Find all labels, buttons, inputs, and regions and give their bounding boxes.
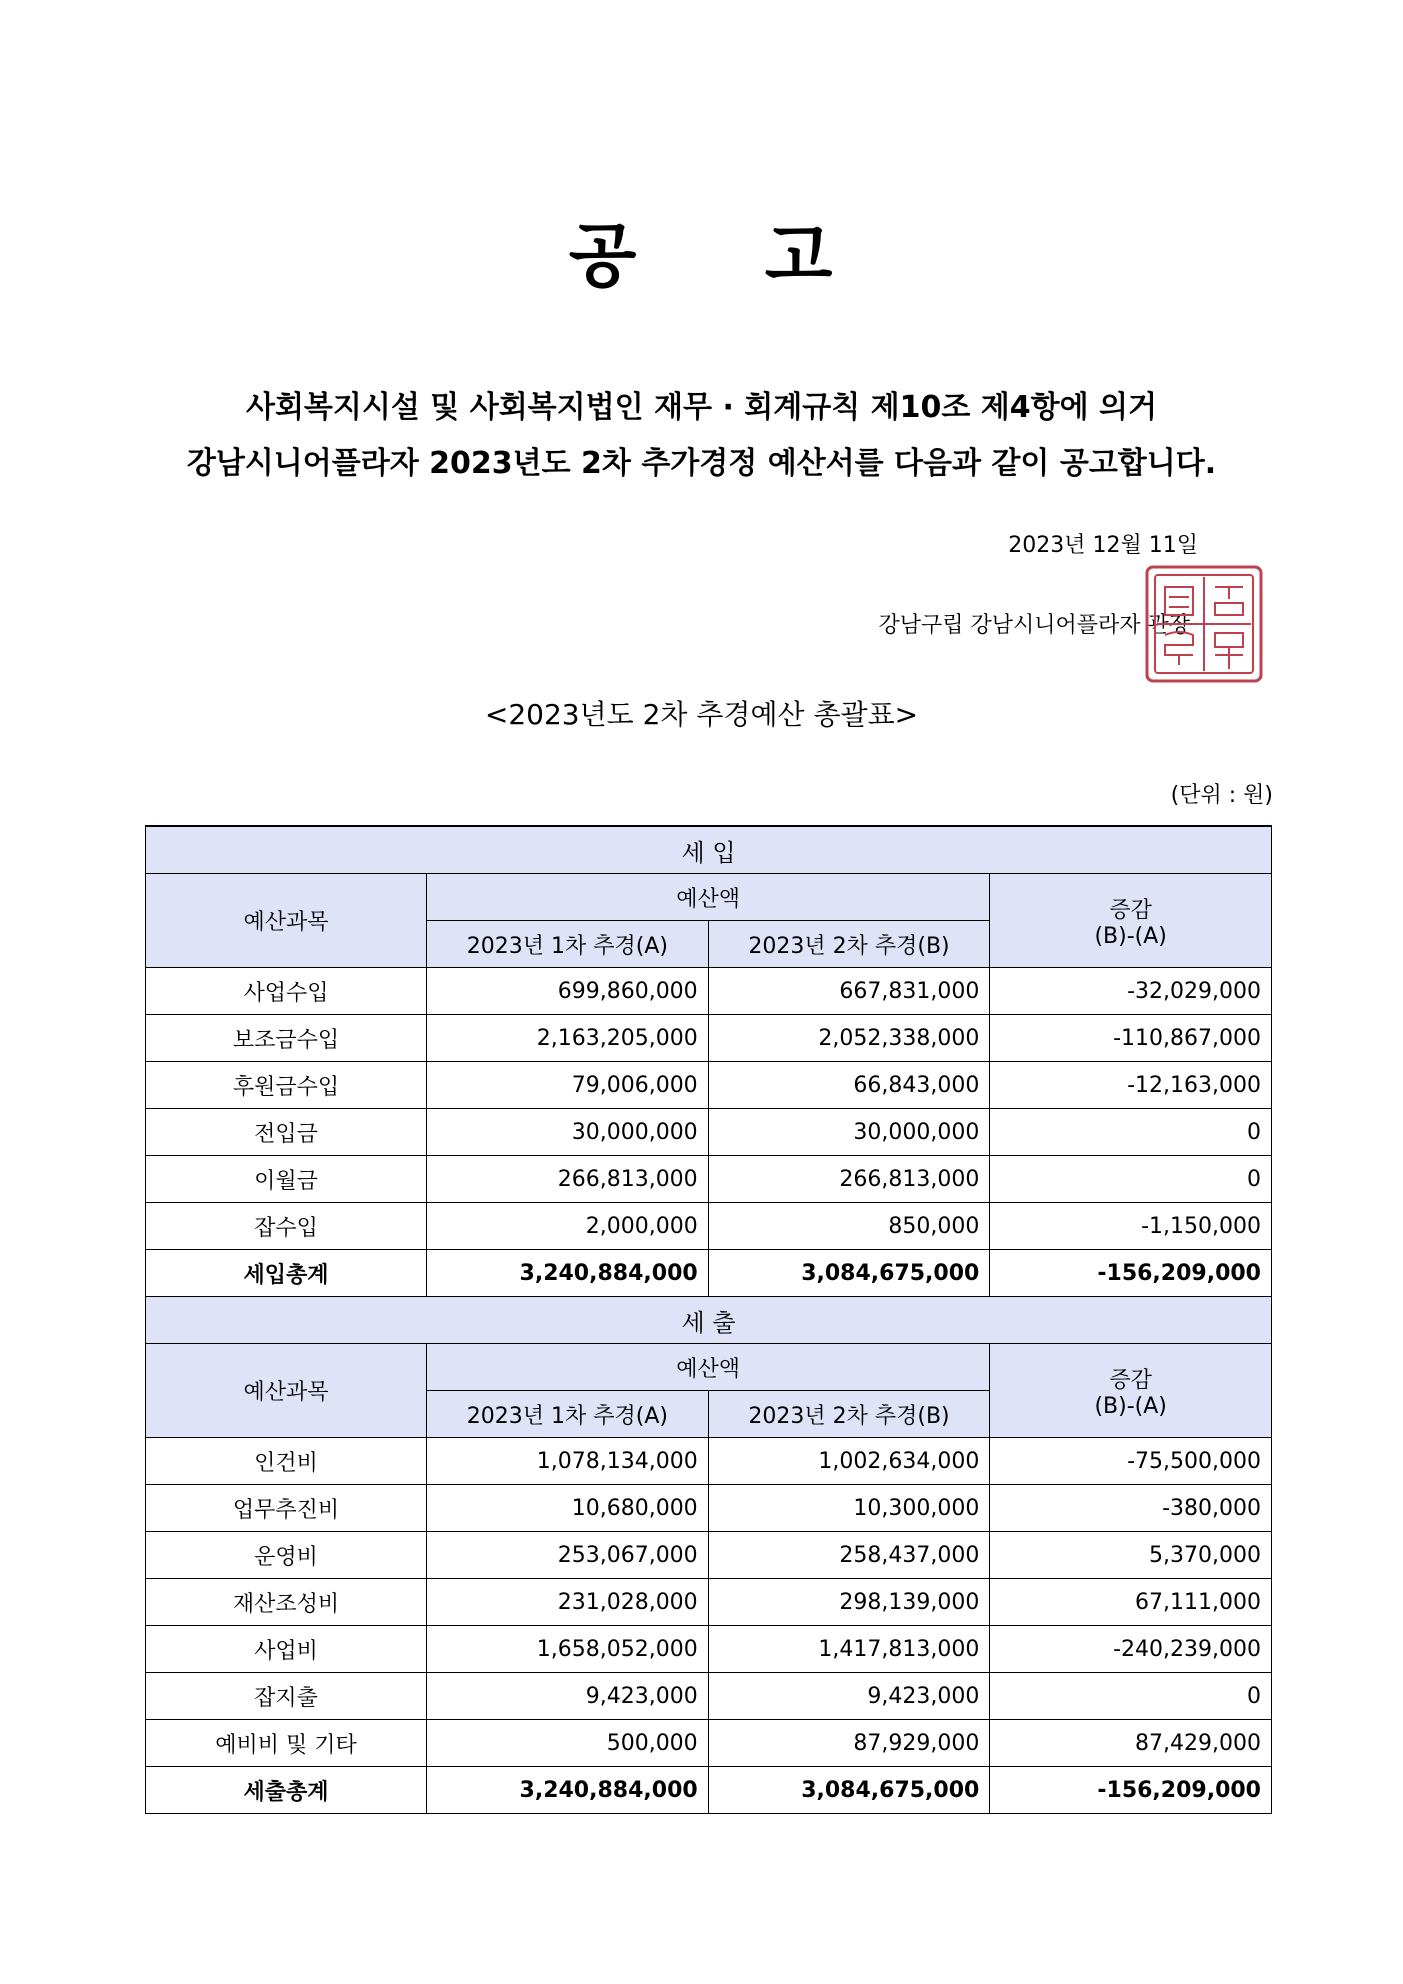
intro-text: [0, 380, 1403, 492]
second-revision-cell: 30,000,000: [708, 1109, 990, 1156]
first-revision-cell: 266,813,000: [427, 1156, 709, 1203]
title-char-1: 공: [568, 215, 639, 297]
table-row: [146, 1673, 1272, 1720]
first-revision-cell: 500,000: [427, 1720, 709, 1767]
unit-label: (단위 : 원): [1170, 783, 1273, 808]
first-revision-cell: 79,006,000: [427, 1062, 709, 1109]
first-revision-cell: 2,000,000: [427, 1203, 709, 1250]
first-revision-cell: 3,240,884,000: [427, 1250, 709, 1297]
table-row: [146, 1532, 1272, 1579]
title-char-2: 고: [764, 215, 835, 297]
diff-header: [990, 874, 1272, 968]
second-revision-header: 2023년 2차 추경(B): [708, 1391, 990, 1438]
budget-header: 예산액: [427, 874, 990, 921]
expense-section: [146, 1297, 1272, 1814]
page-title: [0, 200, 1403, 301]
first-revision-cell: 10,680,000: [427, 1485, 709, 1532]
diff-cell: -32,029,000: [990, 968, 1272, 1015]
diff-cell: 0: [990, 1673, 1272, 1720]
diff-cell: -110,867,000: [990, 1015, 1272, 1062]
diff-cell: -156,209,000: [990, 1767, 1272, 1814]
table-row: [146, 1109, 1272, 1156]
second-revision-cell: 258,437,000: [708, 1532, 990, 1579]
budget-header: 예산액: [427, 1344, 990, 1391]
expense-section-header: 세 출: [146, 1297, 1272, 1344]
table-row: [146, 1720, 1272, 1767]
second-revision-cell: 1,417,813,000: [708, 1626, 990, 1673]
subject-cell: 사업수입: [146, 968, 427, 1015]
second-revision-cell: 10,300,000: [708, 1485, 990, 1532]
table-row: [146, 1015, 1272, 1062]
diff-cell: 67,111,000: [990, 1579, 1272, 1626]
revenue-section-header: 세 입: [146, 826, 1272, 874]
first-revision-header: 2023년 1차 추경(A): [427, 921, 709, 968]
subject-cell: 잡지출: [146, 1673, 427, 1720]
intro-line-1: 사회복지시설 및 사회복지법인 재무 · 회계규칙 제10조 제4항에 의거: [245, 390, 1158, 425]
table-row: [146, 1203, 1272, 1250]
table-row: [146, 1485, 1272, 1532]
diff-header-bottom: (B)-(A): [1094, 923, 1167, 949]
subject-cell: 전입금: [146, 1109, 427, 1156]
second-revision-cell: 9,423,000: [708, 1673, 990, 1720]
first-revision-cell: 30,000,000: [427, 1109, 709, 1156]
diff-cell: -12,163,000: [990, 1062, 1272, 1109]
table-row: [146, 968, 1272, 1015]
subject-cell: 예비비 및 기타: [146, 1720, 427, 1767]
first-revision-cell: 253,067,000: [427, 1532, 709, 1579]
second-revision-cell: 1,002,634,000: [708, 1438, 990, 1485]
diff-cell: 0: [990, 1156, 1272, 1203]
diff-header-top: 증감: [1109, 897, 1152, 923]
subject-cell: 업무추진비: [146, 1485, 427, 1532]
first-revision-cell: 2,163,205,000: [427, 1015, 709, 1062]
first-revision-header: 2023년 1차 추경(A): [427, 1391, 709, 1438]
diff-header: [990, 1344, 1272, 1438]
second-revision-cell: 850,000: [708, 1203, 990, 1250]
subject-cell: 운영비: [146, 1532, 427, 1579]
diff-cell: 5,370,000: [990, 1532, 1272, 1579]
subject-cell: 인건비: [146, 1438, 427, 1485]
intro-line-2: 강남시니어플라자 2023년도 2차 추가경정 예산서를 다음과 같이 공고합니다.: [186, 446, 1217, 481]
second-revision-header: 2023년 2차 추경(B): [708, 921, 990, 968]
diff-header-bottom: (B)-(A): [1094, 1393, 1167, 1419]
subject-cell: 잡수입: [146, 1203, 427, 1250]
expense-total-row: [146, 1767, 1272, 1814]
subject-header: 예산과목: [146, 1344, 427, 1438]
second-revision-cell: 87,929,000: [708, 1720, 990, 1767]
revenue-section: [146, 826, 1272, 1297]
diff-cell: 0: [990, 1109, 1272, 1156]
budget-summary-table: [145, 825, 1272, 1814]
diff-cell: -240,239,000: [990, 1626, 1272, 1673]
second-revision-cell: 3,084,675,000: [708, 1767, 990, 1814]
diff-cell: -1,150,000: [990, 1203, 1272, 1250]
revenue-total-row: [146, 1250, 1272, 1297]
second-revision-cell: 3,084,675,000: [708, 1250, 990, 1297]
diff-cell: -380,000: [990, 1485, 1272, 1532]
second-revision-cell: 298,139,000: [708, 1579, 990, 1626]
subject-cell: 사업비: [146, 1626, 427, 1673]
table-row: [146, 1062, 1272, 1109]
subject-cell: 후원금수입: [146, 1062, 427, 1109]
subject-cell: 재산조성비: [146, 1579, 427, 1626]
second-revision-cell: 2,052,338,000: [708, 1015, 990, 1062]
diff-cell: 87,429,000: [990, 1720, 1272, 1767]
table-row: [146, 1156, 1272, 1203]
first-revision-cell: 231,028,000: [427, 1579, 709, 1626]
first-revision-cell: 9,423,000: [427, 1673, 709, 1720]
subject-cell: 보조금수입: [146, 1015, 427, 1062]
first-revision-cell: 3,240,884,000: [427, 1767, 709, 1814]
table-row: [146, 1626, 1272, 1673]
first-revision-cell: 1,078,134,000: [427, 1438, 709, 1485]
second-revision-cell: 667,831,000: [708, 968, 990, 1015]
subject-cell: 세입총계: [146, 1250, 427, 1297]
issuer-name: 강남구립 강남시니어플라자 관장: [878, 613, 1190, 638]
subject-cell: 이월금: [146, 1156, 427, 1203]
diff-cell: -75,500,000: [990, 1438, 1272, 1485]
second-revision-cell: 66,843,000: [708, 1062, 990, 1109]
first-revision-cell: 699,860,000: [427, 968, 709, 1015]
first-revision-cell: 1,658,052,000: [427, 1626, 709, 1673]
subject-header: 예산과목: [146, 874, 427, 968]
subject-cell: 세출총계: [146, 1767, 427, 1814]
second-revision-cell: 266,813,000: [708, 1156, 990, 1203]
table-title: <2023년도 2차 추경예산 총괄표>: [484, 698, 919, 731]
diff-header-top: 증감: [1109, 1367, 1152, 1393]
diff-cell: -156,209,000: [990, 1250, 1272, 1297]
table-row: [146, 1579, 1272, 1626]
table-row: [146, 1438, 1272, 1485]
official-seal-stamp: [1143, 563, 1265, 685]
notice-date: 2023년 12월 11일: [1008, 533, 1198, 558]
